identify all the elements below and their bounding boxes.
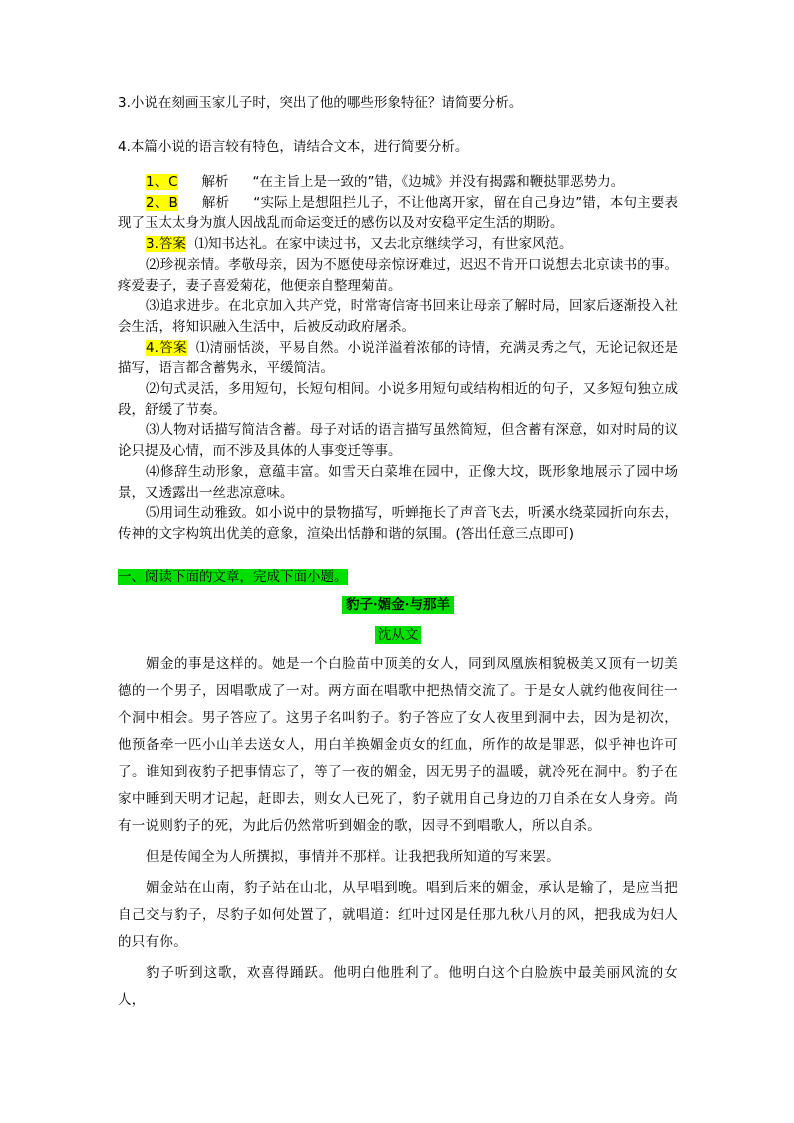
story-author-text: 沈从文 bbox=[375, 626, 422, 644]
answer-block bbox=[118, 172, 678, 545]
answer-1 bbox=[118, 172, 678, 193]
story-paragraph-1: 媚金的事是这样的。她是一个白脸苗中顶美的女人，同到凤凰族相貌极美又顶有一切美德的一个男子，因唱歌成了一对。两方面在唱歌中把热情交流了。于是女人就约他夜间往一个洞中相会。男子答应了。这男子名叫豹子。豹子答应了女人夜里到洞中去，因为是初次，他预备牵一匹小山羊去送女人，用白羊换媚金贞女的红血，所作的故是罪恶，似乎神也许可了。谁知到夜豹子把事情忘了，等了一夜的媚金，因无男子的温暖，就冷死在洞中。豹子在家中睡到天明才记起，赶即去，则女人已死了，豹子就用自己身边的刀自杀在女人身旁。尚有一说则豹子的死，为此后仍然常听到媚金的歌，因寻不到唱歌人，所以自杀。 bbox=[118, 655, 678, 834]
section-heading-text: 一、阅读下面的文章，完成下面小题。 bbox=[118, 568, 348, 585]
question-4: 4.本篇小说的语言较有特色，请结合文本，进行简要分析。 bbox=[118, 139, 469, 155]
answer-2-tag: 解析 bbox=[201, 194, 230, 211]
story-paragraph-3: 媚金站在山南，豹子站在山北，从早唱到晚。唱到后来的媚金，承认是输了，是应当把自己交与豹子，尽豹子如何处置了，就唱道：红叶过冈是任那九秋八月的风，把我成为妇人的只有你。 bbox=[118, 879, 678, 950]
question-3: 3.小说在刻画玉家儿子时，突出了他的哪些形象特征？请简要分析。 bbox=[118, 95, 523, 111]
answer-2-text: “实际上是想阻拦儿子，不让他离开家，留在自己身边”错，本句主要表现了玉太太身为旗人因战乱而命运变迁的感伤以及对安稳平定生活的期盼。 bbox=[118, 194, 679, 232]
answer-4 bbox=[118, 338, 678, 379]
story-paragraph-4: 豹子听到这歌，欢喜得踊跃。他明白他胜利了。他明白这个白脸族中最美丽风流的女人， bbox=[118, 964, 678, 1008]
answer-4-point-5: ⑸用词生动雅致。如小说中的景物描写，听蝉拖长了声音飞去，听溪水绕菜园折向东去，传神的文字构筑出优美的意象，渲染出恬静和谐的氛围。(答出任意三点即可) bbox=[118, 505, 678, 542]
story-author bbox=[118, 623, 678, 643]
answer-4-label: 4.答案 bbox=[146, 339, 187, 356]
answer-4-point-2: ⑵句式灵活，多用短句，长短句相间。小说多用短句或结构相近的句子，又多短句独立成段，舒缓了节奏。 bbox=[118, 381, 678, 418]
page-content bbox=[118, 92, 678, 1014]
answer-4-point-4: ⑷修辞生动形象，意蕴丰富。如雪天白菜堆在园中，正像大坟，既形象地展示了园中场景，又透露出一丝悲凉意味。 bbox=[118, 463, 678, 501]
answer-3-label: 3.答案 bbox=[146, 236, 186, 253]
answer-3-point-3: ⑶追求进步。在北京加入共产党，时常寄信寄书回来让母亲了解时局，回家后逐渐投入社会生活，将知识融入生活中，后被反动政府屠杀。 bbox=[118, 298, 678, 335]
answer-1-tag: 解析 bbox=[201, 174, 229, 190]
answer-1-text: “在主旨上是一致的”错，《边城》并没有揭露和鞭挞罪恶势力。 bbox=[252, 174, 625, 190]
answer-2-label: 2、B bbox=[146, 194, 178, 211]
answer-3 bbox=[118, 234, 678, 255]
answer-4-point-3: ⑶人物对话描写简洁含蓄。母子对话的语言描写虽然简短，但含蓄有深意，如对时局的议论只提及心情，而不涉及具体的人事变迁等事。 bbox=[118, 422, 678, 460]
section-heading bbox=[118, 567, 678, 587]
answer-3-point-1: ⑴知书达礼。在家中读过书，又去北京继续学习，有世家风范。 bbox=[194, 236, 573, 253]
answer-4-point-1: ⑴清丽恬淡，平易自然。小说洋溢着浓郁的诗情，充满灵秀之气，无论记叙还是描写，语言都含蓄隽永，平缓简洁。 bbox=[118, 339, 678, 377]
story-body bbox=[118, 651, 678, 1014]
answer-3-point-2: ⑵珍视亲情。孝敬母亲，因为不愿使母亲惊讶难过，迟迟不肯开口说想去北京读书的事。疼爱妻子，妻子喜爱菊花，他便亲自整理菊苗。 bbox=[118, 256, 678, 294]
answer-2 bbox=[118, 193, 678, 234]
story-title bbox=[118, 593, 678, 613]
story-title-text: 豹子·媚金·与那羊 bbox=[342, 596, 454, 614]
story-paragraph-2: 但是传闻全为人所撰拟，事情并不那样。让我把我所知道的写来罢。 bbox=[146, 848, 560, 865]
answer-1-label: 1、C bbox=[146, 174, 178, 190]
